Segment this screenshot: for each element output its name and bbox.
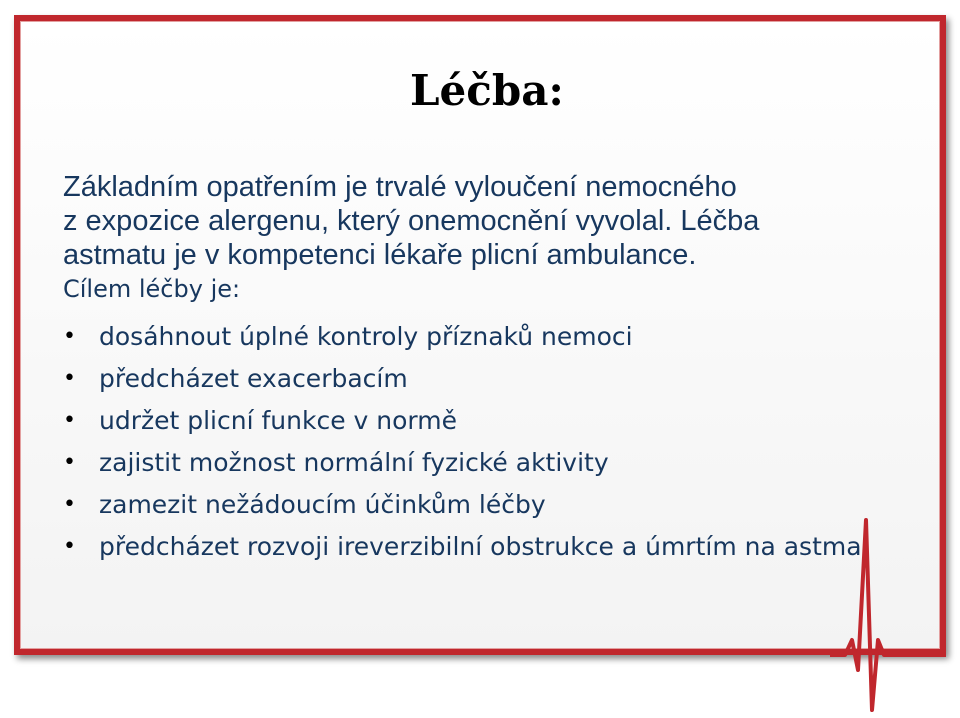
goal-heading: Cílem léčby je: bbox=[63, 275, 241, 303]
goal-list bbox=[63, 320, 903, 572]
bullet-icon: • bbox=[63, 492, 76, 517]
list-item: • dosáhnout úplné kontroly příznaků nemoci bbox=[63, 322, 633, 351]
bullet-icon: • bbox=[63, 408, 76, 433]
intro-line-3: astmatu je v kompetenci lékaře plicní ambulance. bbox=[63, 239, 697, 271]
bullet-icon: • bbox=[63, 366, 76, 391]
list-item: • zajistit možnost normální fyzické aktivity bbox=[63, 448, 609, 477]
list-item: • předcházet rozvoji ireverzibilní obstrukce a úmrtím na astma bbox=[63, 532, 862, 561]
bullet-icon: • bbox=[63, 534, 76, 559]
intro-line-2: z expozice alergenu, který onemocnění vyvolal. Léčba bbox=[63, 205, 760, 237]
list-item: • předcházet exacerbacím bbox=[63, 364, 408, 393]
slide-title: Léčba: bbox=[410, 66, 564, 115]
list-item: • udržet plicní funkce v normě bbox=[63, 406, 457, 435]
bullet-icon: • bbox=[63, 324, 76, 349]
bullet-icon: • bbox=[63, 450, 76, 475]
intro-paragraph bbox=[63, 170, 863, 306]
list-item: • zamezit nežádoucím účinkům léčby bbox=[63, 490, 546, 519]
intro-line-1: Základním opatřením je trvalé vyloučení nemocného bbox=[63, 171, 737, 203]
